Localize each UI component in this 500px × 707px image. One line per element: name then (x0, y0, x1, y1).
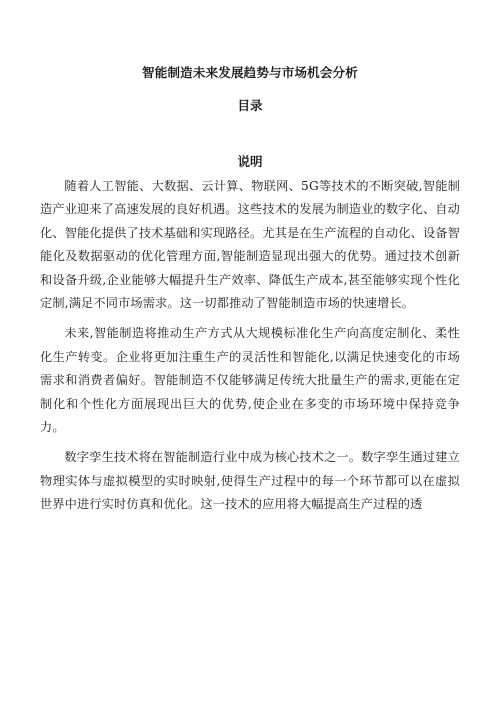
body-paragraph: 数字孪生技术将在智能制造行业中成为核心技术之一。数字孪生通过建立物理实体与虚拟模型的实时映射,使得生产过程中的每一个环节都可以在虚拟世界中进行实时仿真和优化。这一技术的应用将大幅提高生产过程的透 (40, 450, 460, 512)
body-paragraph: 随着人工智能、大数据、云计算、物联网、5G等技术的不断突破,智能制造产业迎来了高速发展的良好机遇。这些技术的发展为制造业的数字化、自动化、智能化提供了技术基础和实现路径。尤其是在生产流程的自动化、设备智能化及数据驱动的优化管理方面,智能制造显现出强大的优势。通过技术创新和设备升级,企业能够大幅提升生产效率、降低生产成本,甚至能够实现个性化定制,满足不同市场需求。这一切都推动了智能制造市场的快速增长。 (40, 179, 460, 311)
document-body (40, 175, 460, 517)
section-heading: 说明 (237, 154, 263, 169)
toc-heading: 目录 (237, 98, 263, 113)
body-paragraph: 未来,智能制造将推动生产方式从大规模标准化生产向高度定制化、柔性化生产转变。企业将更加注重生产的灵活性和智能化,以满足快速变化的市场需求和消费者偏好。智能制造不仅能够满足传统大批量生产的需求,更能在定制化和个性化方面展现出巨大的优势,使企业在多变的市场环境中保持竞争力。 (40, 326, 460, 435)
document-title: 智能制造未来发展趋势与市场机会分析 (142, 65, 358, 80)
